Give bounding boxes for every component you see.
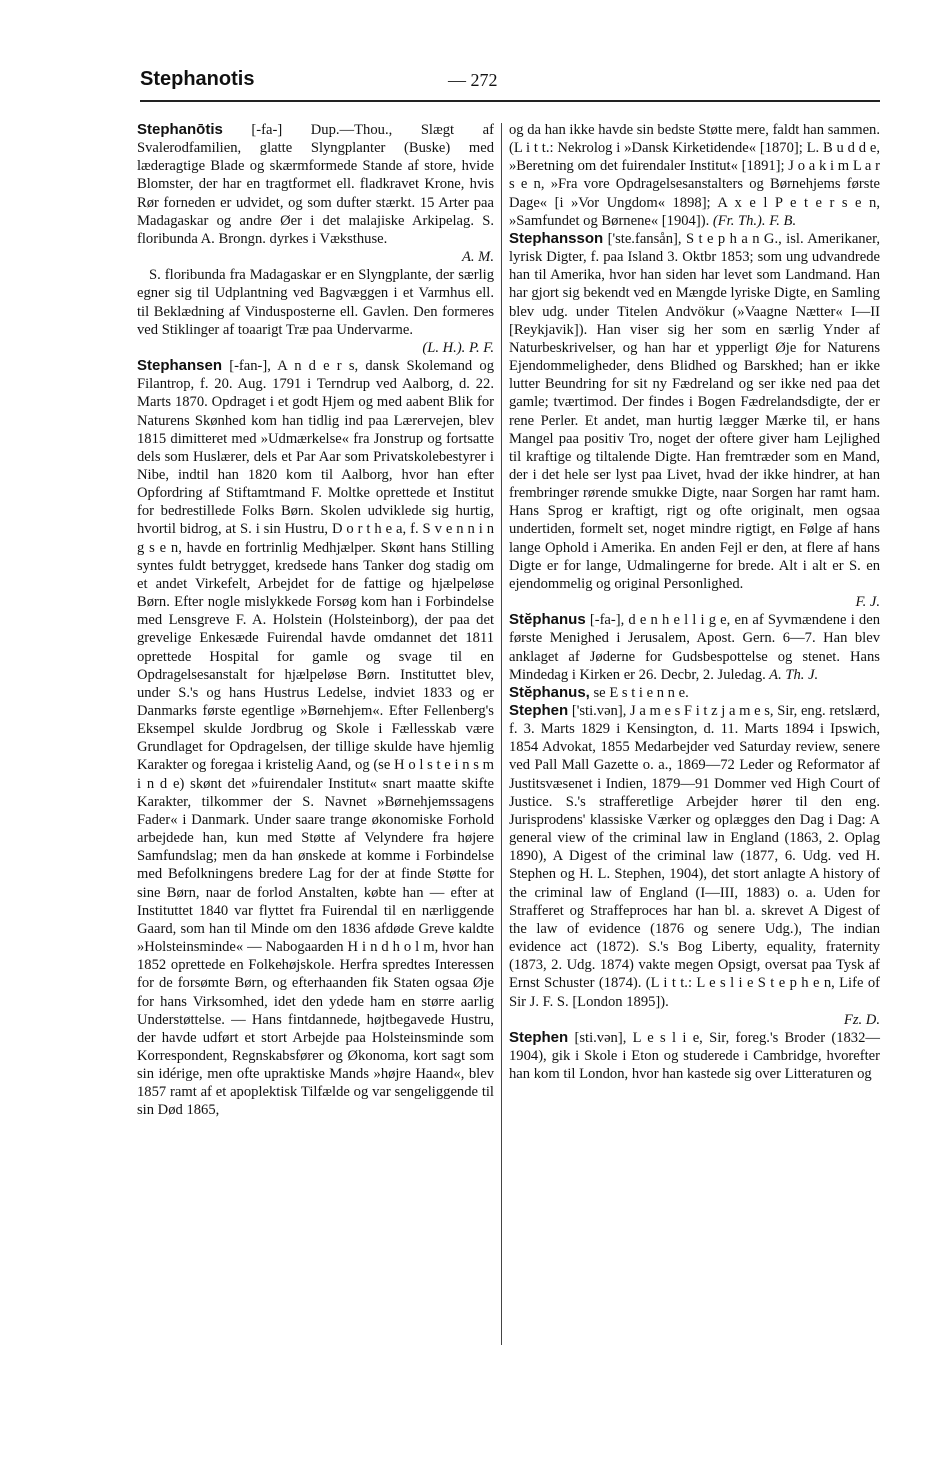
entry-signature: (L. H.). P. F. [422,339,494,356]
entry-text: ['sti.vən], J a m e s F i t z j a m e s, Sir, eng. retslærd, f. 3. Marts 1829 i Kensington, d. 11. Marts 1894 i Ipswich, 1854 Advokat, 1855 Medarbejder ved Saturday review, senere ved Pall Mall Gazette o. a., 1869—72 Leder og Reformator af Justitsvæsenet i Indien, 1879—91 Dommer ved High Court of Justice. S.'s strafferetlige Arbejder hører til den eng. Jurisprodens' klassiske Værker og oplægges den Dag i Dag: A general view of the criminal law in England (1863, 2. Oplag 1890), A Digest of the criminal law (1877, 6. Udg. ved H. Stephen og H. L. Stephen, 1904), det stort anlagte A history of the criminal law of England (I—III, 1883) o. a. Uden for Strafferet og Straffeproces har han bl. a. skrevet A Digest of the law of evidence (1876 og senere Udg.), The indian evidence act (1872). S.'s Bog Liberty, equality, fraternity (1873, 2. Udg. 1874) vakte megen Opsigt, oversat paa Tysk af Ernst Schuster (1874). (L i t t.: L e s l i e S t e p h e n, Life of Sir J. F. S. [London 1895]). [509,703,880,1010]
header-rule [140,100,880,102]
entry-stephansen-cont [509,121,880,230]
entry-headword: Stĕphanus [509,611,586,629]
entry-signature: Fz. D. [843,1011,880,1028]
entry-text: [-fa-], d e n h e l l i g e, en af Syvmændene i den første Menighed i Jerusalem, Apost. Gern. 6—7. Han blev anklaget af Jøderne for Gudsbespottelse og stenet. Hans Mindedag i Kirken er 26. Decbr, 2. Juledag. [509,612,880,683]
entry-text: se E s t i e n n e. [589,684,689,701]
page-number: — 272 [448,70,498,90]
entry-stephanus [509,611,880,684]
entry-headword: Stĕphanus, [509,683,590,701]
entry-signature: (Fr. Th.). F. B. [709,212,797,229]
entry-headword: Stephen [509,1028,569,1046]
entry-text: [sti.vən], L e s l i e, Sir, foreg.'s Broder (1832—1904), gik i Skole i Eton og studerede i Cambridge, hvorefter han kom til London, hvor han kastede sig over Litteraturen og [509,1029,880,1083]
entry-stephen-james [509,702,880,1029]
entry-headword: Stephansen [137,357,223,375]
entry-text: og da han ikke havde sin bedste Støtte mere, faldt han sammen. (L i t t.: Nekrolog i »Dansk Kirketidende« [1870]; L. B u d d e, »Beretning om det fuirendaler Institut« [1891]; J o a k i m L a r s e n, »Fra vore Opdragelsesanstalters og Børnehjems første Dage« [i »Vor Ungdom« 1898]; A x e l P e t e r s e n, »Samfundet og Børnene« [1904]). [509,122,880,229]
entry-headword: Stephen [509,702,569,719]
entry-signature: A. Th. J. [765,666,819,683]
left-column [137,121,494,1120]
entry-stephansson [509,230,880,611]
entry-signature: A. M. [461,249,494,266]
entry-headword: Stephanōtis [137,121,223,138]
entry-stephen-leslie [509,1029,880,1083]
column-divider [501,123,502,1345]
entry-stephansen [137,357,494,1120]
running-headword: Stephanotis [140,68,255,90]
right-column [509,121,880,1083]
entry-subtext: S. floribunda fra Madagaskar er en Slyngplante, der særlig egner sig til Udplantning ved Bagvæggen i et Varmhus ell. til Beklædning af Vindusposterne ell. Gavlen. Den formeres ved Stiklinger af toaarigt Træ paa Undervarme. [137,267,494,338]
entry-stephanus-ref [509,684,880,702]
entry-text: ['ste.fansån], S t e p h a n G., isl. Amerikaner, lyrisk Digter, f. paa Island 3. Oktbr 1853; som ung udvandrede han til Amerika, hvor han siden har levet som Landmand. Han har gjort sig bekendt ved en Mængde lyriske Digte, en Samling blev udg. under Titelen Andvökur (»Vaagne Nætter« I—II [Reykjavik]). Han viser sig her som en særlig Ynder af Naturbeskrivelser, og han har et ypperligt Øje for Naturens Ejendommeligheder, dens Blidhed og Barskhed; han er ikke lutter Beundring for sit ny Fædreland og ser ikke ned paa det gamle; tværtimod. Der findes i Bogen Fædrelandsdigte, der er rene Perler. Et andet, man hurtig lægger Mærke til, er hans Mangel paa positiv Tro, noget der oftere giver ham Lejlighed til kraftige og tiltalende Digte. Han fremtræder som en Mand, der i det hele ser lyst paa Livet, hvad der ikke hindrer, at han frembringer rørende smukke Digte, naar Sorgen har ramt ham. Hans Sprog er kraftigt, rigt og ofte originalt, men ogsaa undertiden, formelt set, noget mindre rigtigt, en Følge af hans lange Ophold i Amerika. En anden Fejl er den, at flere af hans Digte er for lange, Udmalingerne for brede. Alt i alt er S. en ejendommelig og original Personlighed. [509,230,880,592]
entry-headword: Stephansson [509,229,604,247]
running-header [140,68,880,98]
entry-text: [-fan-], A n d e r s, dansk Skolemand og Filantrop, f. 20. Aug. 1791 i Terndrup ved Aalborg, d. 22. Marts 1870. Opdraget i et godt Hjem og med aabent Blik for Naturens Skønhed kom han tidlig ind paa Lærervejen, blev 1815 dimitteret med »Udmærkelse« fra Jonstrup og fortsatte dels som Huslærer, dels et Par Aar som Privatskolebestyrer i Nibe, indtil han 1820 kom til Aalborg, hvor han efter Opfordring af Stiftamtmand F. Moltke oprettede et Institut for bedrestillede Folks Børn. Skolen udviklede sig hurtig, hvortil bidrog, at S. i sin Hustru, D o r t h e a, f. S v e n n i n g s e n, havde en fortrinlig Medhjælper. Skønt hans Stilling syntes fuldt betrygget, kredsede hans Tanker dog stadig om et andet Virkefelt, Arbejdet for de fattige og hjælpeløse Børn. Efter nogle mislykkede Forsøg kom han i Forbindelse med Lensgreve F. A. Holstein (Holsteinborg), der paa det grevelige Enkesæde Fuirendal havde omdannet det 1811 oprettede Hospital for gamle og svage til en Opdragelsesanstalt for hjælpeløse Børn. Instituttet blev, under S.'s og hans Hustrus Ledelse, indviet 1833 og er Danmarks første egentlige »Børnehjem«. Efter Fellenberg's Eksempel skulde Jordbrug og Skole i Fællesskab være Grundlaget for Opdragelsen, der tillige skulde have hjemlig Karakter og foregaa i kristelig Aand, og (se H o l s t e i n s m i n d e) skønt det »fuirendaler Institut« snart maatte skifte Karakter, tilkommer der S. Navnet »Børnehjemssagens Fader« i Danmark. Under saare trange økonomiske Forhold arbejdede han, kun med Støtte af Velyndere fra højere Samfundslag; men da han ønskede at komme i Forbindelse med Befolkningens bredere Lag for der at finde Støtte for sine Børn, naar de forlod Anstalten, købte han — efter at Instituttet 1840 var flyttet fra Fuirendal til en nærliggende Gaard, som han til Minde om den 1836 afdøde Greve kaldte »Holsteinsminde« — Nabogaarden H i n d h o l m, hvor han 1852 oprettede en Folkehøjskole. Herfra spredtes Interessen for de forsømte Børn, og efterhaanden fik Staten ogsaa Øje for hans Virksomhed, idet den ydede ham en større aarlig Understøttelse. — Hans fintdannede, højtbegavede Hustru, der havde udført et stort Arbejde paa Holsteinsminde som Korrespondent, Regnskabsfører og Økonoma, kort sagt som sin idérige, men ofte upraktiske Mands »højre Haand«, blev 1857 ramt af et apoplektisk Tilfælde og var sengeliggende til sin Død 1865, [137,358,494,1119]
entry-stephanotis [137,121,494,357]
entry-signature: F. J. [855,594,880,611]
entry-text: [-fa-] Dup.—Thou., Slægt af Svalerodfamilien, glatte Slyngplanter (Buske) med læderagtige Blade og skærmformede Stande af store, hvide Blomster, der har en tragtformet ell. fladkravet Krone, hvis Rør forneden er udvidet, og som dufter stærkt. 15 Arter paa Madagaskar og andre Øer i det malajiske Arkipelag. S. floribunda A. Brongn. dyrkes i Væksthuse. [137,122,494,247]
